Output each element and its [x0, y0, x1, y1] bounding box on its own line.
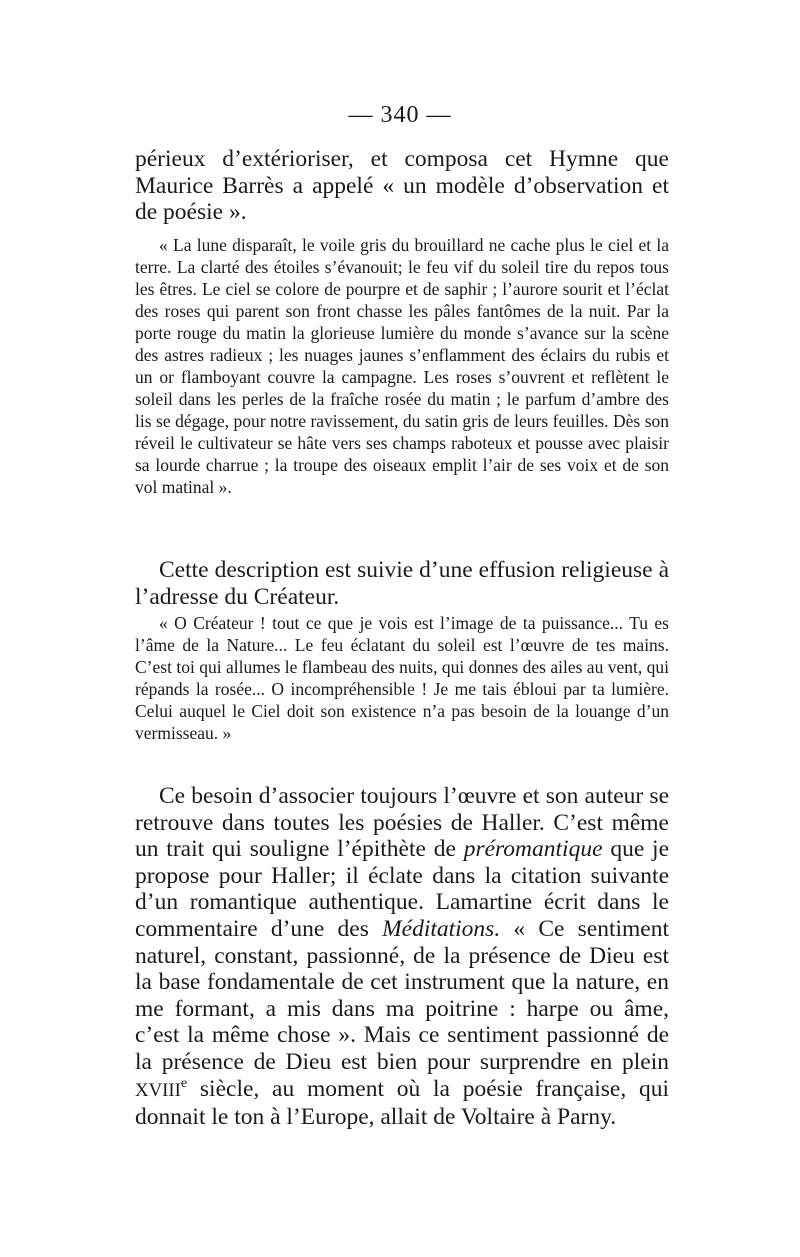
text-segment: que je propose pour Haller; il éclate dans la citation suivante d’un romantique authentique. Lamartine écrit dans le commentaire d’une des: [135, 836, 669, 942]
page-number: — 340 —: [348, 102, 452, 128]
italic-term: préromantique: [463, 836, 603, 863]
quote-paragraph-hymne: « La lune disparaît, le voile gris du brouillard ne cache plus le ciel et la terre. La clarté des étoiles s’évanouit; le feu vif du soleil tire du repos tous les êtres. Le ciel se colore de pourpre et de saphir ; l’aurore sourit et l’éclat des roses qui parent son front chasse les pâles fantômes de la nuit. Par la porte rouge du matin la glorieuse lumière du monde s’avance sur la scène des astres radieux ; les nuages jaunes s’enflamment des éclairs du rubis et un or flamboyant couvre la campagne. Les roses s’ouvrent et reflètent le soleil dans les perles de la fraîche rosée du matin ; le parfum d’ambre des lis se dégage, pour notre ravissement, du satin gris de leurs feuilles. Dès son réveil le cultivateur se hâte vers ses champs raboteux et pousse avec plaisir sa lourde charrue ; la troupe des oiseaux emplit l’air de ses voix et de son vol matinal ».: [135, 235, 669, 497]
text-segment: « Ce sentiment naturel, constant, passionné, de la présence de Dieu est la base fondamentale de cet instrument que la nature, en me formant, a mis dans ma poitrine : harpe ou âme, c’est la même chose ». Mais ce sentiment passionné de la présence de Dieu est bien pour surprendre en plein: [135, 915, 670, 1075]
body-paragraph-2: Cette description est suivie d’une effusion religieuse à l’adresse du Créateur.: [135, 557, 669, 610]
text-segment: siècle, au moment où la poésie française, qui donnait le ton à l’Europe, allait de Voltaire à Parny.: [135, 1075, 669, 1131]
body-paragraph-1: périeux d’extérioriser, et composa cet Hymne que Maurice Barrès a appelé « un modèle d’observation et de poésie ».: [135, 146, 669, 226]
quote-paragraph-createur: « O Créateur ! tout ce que je vois est l’image de ta puissance... Tu es l’âme de la Nature... Le feu éclatant du soleil est l’œuvre de tes mains. C’est toi qui allumes le flambeau des nuits, qui donnes des ailes au vent, qui répands la rosée... O incompréhensible ! Je me tais ébloui par ta lumière. Celui auquel le Ciel doit son existence n’a pas besoin de la louange d’un vermisseau. »: [135, 613, 669, 743]
text-segment: Ce besoin d’associer toujours l’œuvre et son auteur se retrouve dans toutes les poésies de Haller. C’est même un trait qui souligne l’épithète de: [135, 783, 669, 863]
century-numeral: XVIII: [135, 1079, 181, 1101]
century-superscript: e: [180, 1074, 188, 1091]
italic-title: Méditations.: [382, 915, 501, 942]
body-paragraph-3: [135, 783, 669, 1131]
